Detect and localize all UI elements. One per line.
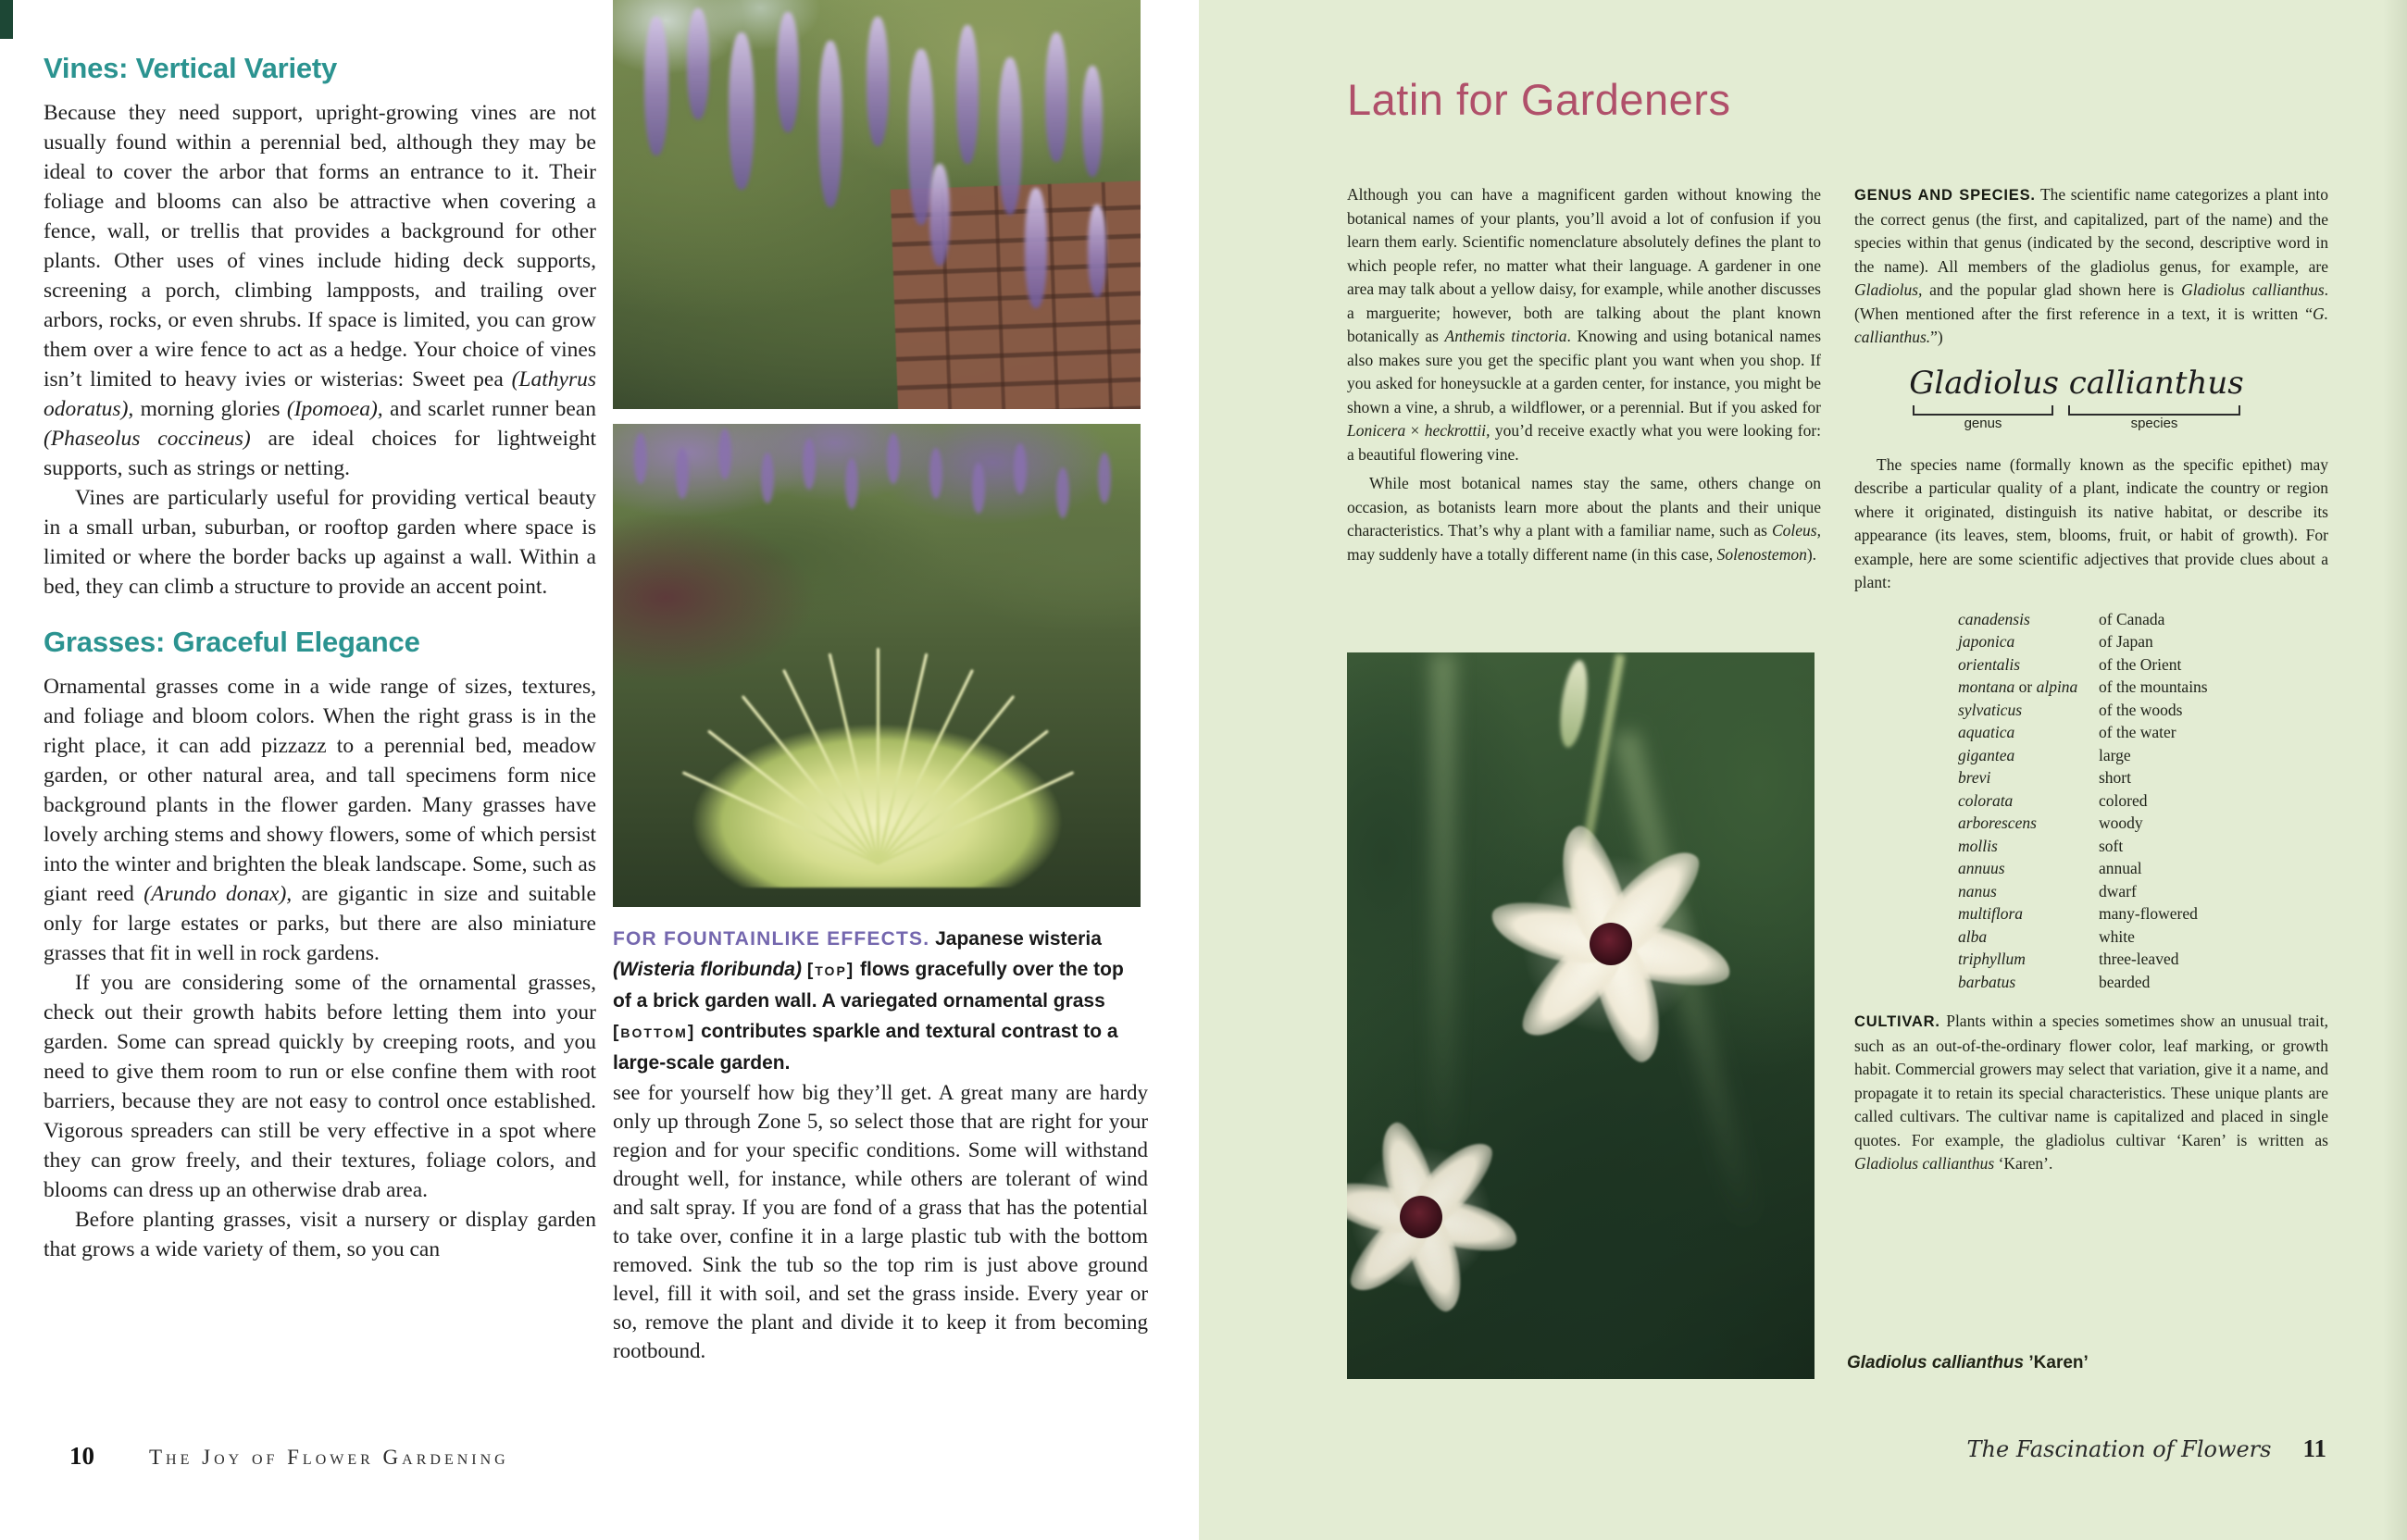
latin-term: japonica	[1958, 632, 2015, 651]
latin-term-row	[1958, 676, 2328, 699]
latin-term-row	[1958, 880, 2328, 903]
photo-caption-left	[613, 924, 1146, 1078]
latin-meaning: of the woods	[2099, 700, 2183, 719]
wisteria-raceme	[1082, 66, 1103, 177]
grass-blade	[782, 669, 879, 864]
wisteria-raceme	[777, 12, 799, 132]
latin-term: triphyllum	[1958, 950, 2026, 968]
latin-term-row	[1958, 699, 2328, 722]
vines-paragraph-2: Vines are particularly useful for providing vertical beauty in a small urban, suburban, or rooftop garden where space is limited or where the border backs up against a wall. Within a bed, they can climb a structure to provide an accent point.	[44, 486, 596, 599]
genus-species-text: The scientific name categorizes a plant into the correct genus (the first, and capitalized, part of the name) and the species within that genus (indicated by the second, descriptive word in the name). All members of the gladiolus genus, for example, are Gladiolus, and the popular glad shown here is Gladiolus callianthus. (When mentioned after the first reference in a text, it is written “G. callianthus.”)	[1854, 185, 2329, 346]
latin-term-row	[1958, 902, 2328, 925]
latin-term: brevi	[1958, 768, 1991, 787]
purple-spike	[634, 433, 647, 484]
wisteria-photo	[613, 0, 1141, 409]
latin-term: alba	[1958, 926, 1988, 946]
latin-term: sylvaticus	[1958, 700, 2023, 719]
binomial-name-diagram	[1891, 365, 2262, 446]
gladiolus-caption: Gladiolus callianthus ’Karen’	[1847, 1353, 2089, 1372]
purple-spike	[929, 448, 942, 499]
gladiolus-photo	[1347, 652, 1815, 1379]
latin-term-row	[1958, 653, 2328, 677]
latin-term: barbatus	[1958, 972, 2016, 991]
book-title: The Joy of Flower Gardening	[149, 1446, 509, 1469]
latin-term: canadensis	[1958, 609, 2030, 628]
purple-spike	[972, 463, 985, 514]
purple-spike	[887, 433, 900, 484]
species-word: callianthus	[2068, 364, 2244, 402]
name-brackets	[1891, 405, 2262, 446]
latin-term-row	[1958, 721, 2328, 744]
species-label: species	[2130, 415, 2178, 431]
continuation-paragraph: see for yourself how big they’ll get. A great many are hardy only up through Zone 5, so select those that are right for your region and for your specific conditions. Some will withstand drought well, for instance, while others are tolerant of wind and salt spray. If you are fond of a grass that has the potential to take over, confine it in a large plastic tub with the bottom removed. Sink the tub so the top rim is just above ground level, fill it with soil, and set the grass inside. Every year or so, remove the plant and divide it to keep it from becoming rootbound.	[613, 1081, 1148, 1362]
wisteria-raceme	[1088, 205, 1106, 297]
left-page-footer	[69, 1442, 509, 1471]
latin-term-row	[1958, 971, 2328, 994]
caption-text: Japanese wisteria (Wisteria floribunda) [top] flows gracefully over the top of a brick garden wall. A variegated ornamental grass [bottom] contributes sparkle and textural contrast to a large-scale garden.	[613, 928, 1124, 1074]
section-heading-vines: Vines: Vertical Variety	[44, 52, 338, 84]
latin-term-row	[1958, 766, 2328, 789]
page-number-left: 10	[69, 1442, 94, 1470]
garden-grass-photo	[613, 424, 1141, 907]
latin-meaning: of the mountains	[2099, 677, 2208, 696]
latin-term-row	[1958, 812, 2328, 835]
purple-spike	[1056, 467, 1069, 518]
latin-term-row	[1958, 789, 2328, 813]
purple-spike	[718, 428, 731, 479]
latin-term-row	[1958, 948, 2328, 971]
latin-meaning: woody	[2099, 813, 2143, 832]
latin-term-row	[1958, 857, 2328, 880]
variegated-grass-clump	[640, 589, 1115, 888]
wisteria-raceme	[998, 57, 1022, 215]
purple-spike	[803, 439, 816, 490]
right-page	[1199, 0, 2407, 1540]
latin-meaning: large	[2099, 745, 2131, 764]
latin-meaning: many-flowered	[2099, 904, 2198, 923]
genus-word: Gladiolus	[1909, 364, 2059, 402]
right-page-footer	[1838, 1434, 2326, 1463]
gladiolus-flower-main	[1458, 791, 1764, 1097]
corner-mark	[0, 0, 13, 39]
wisteria-raceme	[1045, 32, 1067, 162]
latin-term: multiflora	[1958, 904, 2024, 923]
grasses-paragraph-1: Ornamental grasses come in a wide range of sizes, textures, and foliage and bloom colors. When the right grass is in the right place, it can add pizzazz to a perennial bed, meadow garden, or other natural area, and tall specimens form nice background plants in the flower garden. Many grasses have lovely arching stems and showy flowers, some of which persist into the winter and brighten the bleak landscape. Some, such as giant reed (Arundo donax), are gigantic in size and suitable only for large estates or parks, but there are also miniature grasses that fit in well in rock gardens.	[44, 675, 596, 965]
latin-meaning: of the Orient	[2099, 654, 2182, 674]
latin-meaning: colored	[2099, 790, 2148, 810]
vines-paragraph-1: Because they need support, upright-growing vines are not usually found within a perennial bed, although they may be ideal to cover the arbor that forms an entrance to it. Their foliage and blooms can also be attractive when covering a fence, wall, or trellis that provides a background for other plants. Other uses of vines include hiding deck supports, screening a porch, climbing lampposts, and trailing over arbors, rocks, or even shrubs. If space is limited, you can grow them over a wire fence to act as a hedge. Your choice of vines isn’t limited to heavy ivies or wisterias: Sweet pea (Lathyrus odoratus), morning glories (Ipomoea), and scarlet runner bean (Phaseolus coccineus) are ideal choices for lightweight supports, such as strings or netting.	[44, 101, 596, 480]
gladiolus-flower-secondary	[1347, 1087, 1551, 1347]
latin-term: colorata	[1958, 790, 2014, 810]
latin-term-row	[1958, 608, 2328, 631]
purple-spike	[676, 448, 689, 499]
wisteria-raceme	[818, 41, 842, 207]
latin-adjective-list	[1958, 608, 2328, 994]
cultivar-paragraph	[1854, 1010, 2328, 1176]
purple-spike	[1098, 453, 1111, 503]
latin-term: aquatica	[1958, 723, 2015, 741]
wisteria-raceme	[729, 32, 755, 190]
latin-term-row	[1958, 835, 2328, 858]
caption-lead: FOR FOUNTAINLIKE EFFECTS.	[613, 928, 930, 950]
cultivar-lead: CULTIVAR.	[1854, 1013, 1940, 1030]
grasses-paragraph-2: If you are considering some of the ornamental grasses, check out their growth habits before letting them into your garden. Some can spread quickly by creeping roots, and you need to give them room to run or else confine them with root barriers, because they are not easy to control once established. Vigorous spreaders can still be very effective in a spot where they can grow freely, and their textures, foliage colors, and blooms can dress up an otherwise drab area.	[44, 971, 596, 1202]
latin-meaning: of the water	[2099, 723, 2176, 741]
latin-term-row	[1958, 630, 2328, 653]
genus-species-paragraph	[1854, 183, 2328, 350]
wisteria-raceme	[644, 17, 668, 155]
wisteria-raceme	[687, 8, 709, 119]
latin-meaning: of Canada	[2099, 609, 2165, 628]
cultivar-text: Plants within a species sometimes show an unusual trait, such as an out-of-the-ordinary flower color, leaf marking, or growth habit. Commercial growers may select that variation, give it a name, and propagate it to retain its special characteristics. These unique plants are called cultivars. The cultivar name is capitalized and placed in single quotes. For example, the gladiolus cultivar ‘Karen’ is written as Gladiolus callianthus ‘Karen’.	[1854, 1012, 2328, 1173]
purple-spike	[1014, 443, 1027, 494]
latin-intro-paragraph-1: Although you can have a magnificent garden without knowing the botanical names of your plants, you’ll avoid a lot of confusion if you learn them early. Scientific nomenclature absolutely defines the plant to which people refer, no matter what their language. A gardener in one area may talk about a yellow daisy, for example, while another discusses a marguerite; however, both are talking about the plant known botanically as Anthemis tinctoria. Knowing and using botanical names also makes sure you get the specific plant you want when you shop. If you asked for honeysuckle at a garden center, for instance, you might be shown a vine, a shrub, a wildflower, or a perennial. But if you asked for Lonicera × heckrottii, you’d receive exactly what you were looking for: a beautiful flowering vine.	[1347, 185, 1822, 464]
genus-label: genus	[1964, 415, 2002, 431]
latin-meaning: white	[2099, 926, 2135, 946]
latin-term-row	[1958, 925, 2328, 949]
purple-spike	[845, 458, 858, 509]
left-text-column	[44, 52, 596, 1264]
flower-bud	[1556, 658, 1592, 749]
species-bracket	[2068, 405, 2240, 431]
right-column-1	[1347, 183, 1821, 566]
wisteria-raceme	[867, 17, 889, 146]
species-explanation-paragraph: The species name (formally known as the specific epithet) may describe a particular quality of a plant, indicate the country or region where it originated, distinguish its native habitat, or describe its appearance (its leaves, stem, blooms, fruit, or habit of growth). For example, here are some scientific adjectives that provide clues about a plant:	[1854, 454, 2328, 591]
genus-species-lead: GENUS AND SPECIES.	[1854, 187, 2036, 204]
latin-term: nanus	[1958, 881, 1997, 900]
latin-term: montana or alpina	[1958, 677, 2078, 696]
page-number-right: 11	[2302, 1434, 2326, 1462]
flower-center	[1400, 1196, 1442, 1238]
latin-meaning: short	[2099, 768, 2131, 787]
right-column-2	[1854, 183, 2328, 1176]
latin-meaning: dwarf	[2099, 881, 2137, 900]
light-streak	[1431, 652, 1455, 1161]
latin-term: mollis	[1958, 836, 1998, 855]
latin-meaning: three-leaved	[2099, 950, 2179, 968]
wisteria-raceme	[929, 164, 950, 266]
latin-term: orientalis	[1958, 654, 2021, 674]
grasses-paragraph-3: Before planting grasses, visit a nursery or display garden that grows a wide variety of them, so you can	[44, 1208, 596, 1261]
purple-spike	[761, 453, 774, 503]
grass-blade	[877, 648, 879, 863]
latin-term: gigantea	[1958, 745, 2015, 764]
flower-center	[1590, 923, 1632, 965]
binomial-name	[1891, 365, 2262, 402]
latin-meaning: bearded	[2099, 972, 2151, 991]
genus-bracket	[1913, 405, 2053, 431]
chapter-footer-title: The Fascination of Flowers	[1966, 1436, 2272, 1462]
latin-term-row	[1958, 744, 2328, 767]
latin-intro-paragraph-2: While most botanical names stay the same, others change on occasion, as botanists learn more about the plants and their unique characteristics. That’s why a plant with a familiar name, such as Coleus, may suddenly have a totally different name (in this case, Solenostemon).	[1347, 474, 1821, 564]
section-heading-grasses: Grasses: Graceful Elegance	[44, 626, 420, 658]
latin-term: annuus	[1958, 859, 2005, 877]
grass-blade	[877, 669, 974, 864]
latin-meaning: soft	[2099, 836, 2124, 855]
latin-term: arborescens	[1958, 813, 2037, 832]
wisteria-raceme	[956, 25, 979, 164]
latin-meaning: annual	[2099, 859, 2142, 877]
latin-meaning: of Japan	[2099, 632, 2153, 651]
chapter-title: Latin for Gardeners	[1347, 75, 1731, 124]
wisteria-raceme	[1025, 188, 1047, 308]
